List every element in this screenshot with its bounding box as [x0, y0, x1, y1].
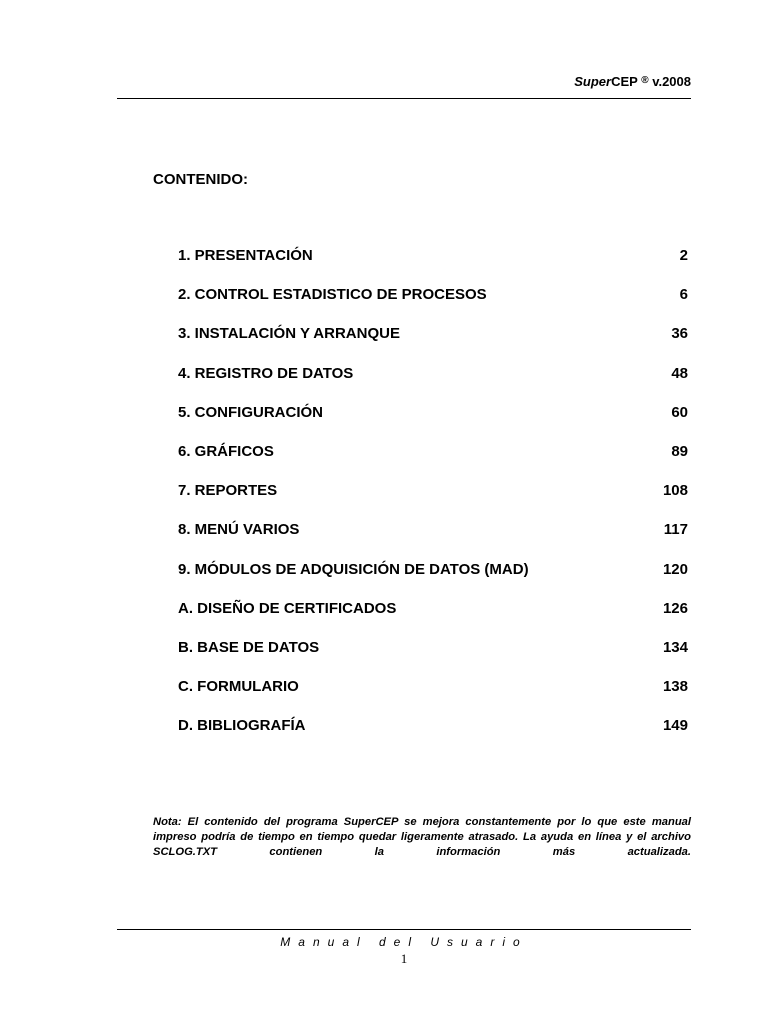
page-header — [117, 74, 691, 89]
toc-entry-page: 149 — [662, 717, 688, 735]
toc-entry[interactable] — [178, 639, 688, 678]
toc-entry-page: 48 — [671, 364, 688, 382]
header-rule — [117, 98, 691, 99]
toc-entry-page: 89 — [671, 442, 688, 460]
table-of-contents — [178, 247, 688, 756]
toc-entry-label: 9. MÓDULOS DE ADQUISICIÓN DE DATOS (MAD) — [178, 560, 529, 578]
toc-entry[interactable] — [178, 365, 688, 404]
toc-entry-label: 5. CONFIGURACIÓN — [178, 403, 324, 421]
toc-entry[interactable] — [178, 521, 688, 560]
toc-entry-label: 4. REGISTRO DE DATOS — [178, 364, 354, 382]
toc-entry[interactable] — [178, 561, 688, 600]
version-label: v.2008 — [652, 74, 691, 89]
toc-entry-page: 117 — [663, 521, 688, 539]
registered-mark: ® — [641, 75, 649, 86]
page-number: 1 — [400, 951, 408, 966]
brand-rest: CEP — [611, 74, 638, 89]
toc-entry-label: B. BASE DE DATOS — [178, 638, 320, 656]
toc-entry-label: 1. PRESENTACIÓN — [178, 247, 313, 264]
toc-entry-page: 138 — [662, 678, 688, 696]
toc-entry-page: 126 — [662, 599, 688, 617]
toc-entry-label: C. FORMULARIO — [178, 678, 299, 696]
toc-entry[interactable] — [178, 600, 688, 639]
toc-entry-label: 6. GRÁFICOS — [178, 442, 274, 460]
toc-entry[interactable] — [178, 286, 688, 325]
toc-entry[interactable] — [178, 678, 688, 717]
page-title: CONTENIDO: — [153, 171, 248, 188]
toc-entry-label: A. DISEÑO DE CERTIFICADOS — [178, 599, 397, 617]
toc-entry-page: 60 — [671, 403, 688, 421]
toc-entry[interactable] — [178, 404, 688, 443]
note-paragraph: Nota: El contenido del programa SuperCEP se mejora constantemente por lo que este manual impreso podría de tiempo en tiempo quedar ligeramente atrasado. La ayuda en línea y el archivo SCLOG.TXT contienen la información más actualizada. — [153, 816, 691, 858]
toc-entry-label: 2. CONTROL ESTADISTICO DE PROCESOS — [178, 286, 487, 304]
toc-entry[interactable] — [178, 247, 688, 286]
footer-rule — [117, 929, 691, 930]
toc-entry-page: 2 — [679, 247, 688, 264]
toc-entry-page: 120 — [662, 560, 688, 578]
toc-entry[interactable] — [178, 325, 688, 364]
toc-entry-label: 7. REPORTES — [178, 482, 278, 500]
toc-entry-label: 8. MENÚ VARIOS — [178, 521, 300, 539]
toc-entry[interactable] — [178, 443, 688, 482]
brand-italic: Super — [574, 74, 612, 89]
toc-entry[interactable] — [178, 482, 688, 521]
toc-entry-label: 3. INSTALACIÓN Y ARRANQUE — [178, 325, 400, 343]
footer-text: Manual del Usuario — [280, 935, 528, 949]
toc-entry-page: 6 — [679, 286, 688, 304]
toc-entry-page: 134 — [662, 638, 688, 656]
toc-entry-page: 108 — [662, 482, 688, 500]
toc-entry[interactable] — [178, 717, 688, 756]
toc-entry-page: 36 — [671, 325, 688, 343]
toc-entry-label: D. BIBLIOGRAFÍA — [178, 717, 306, 735]
